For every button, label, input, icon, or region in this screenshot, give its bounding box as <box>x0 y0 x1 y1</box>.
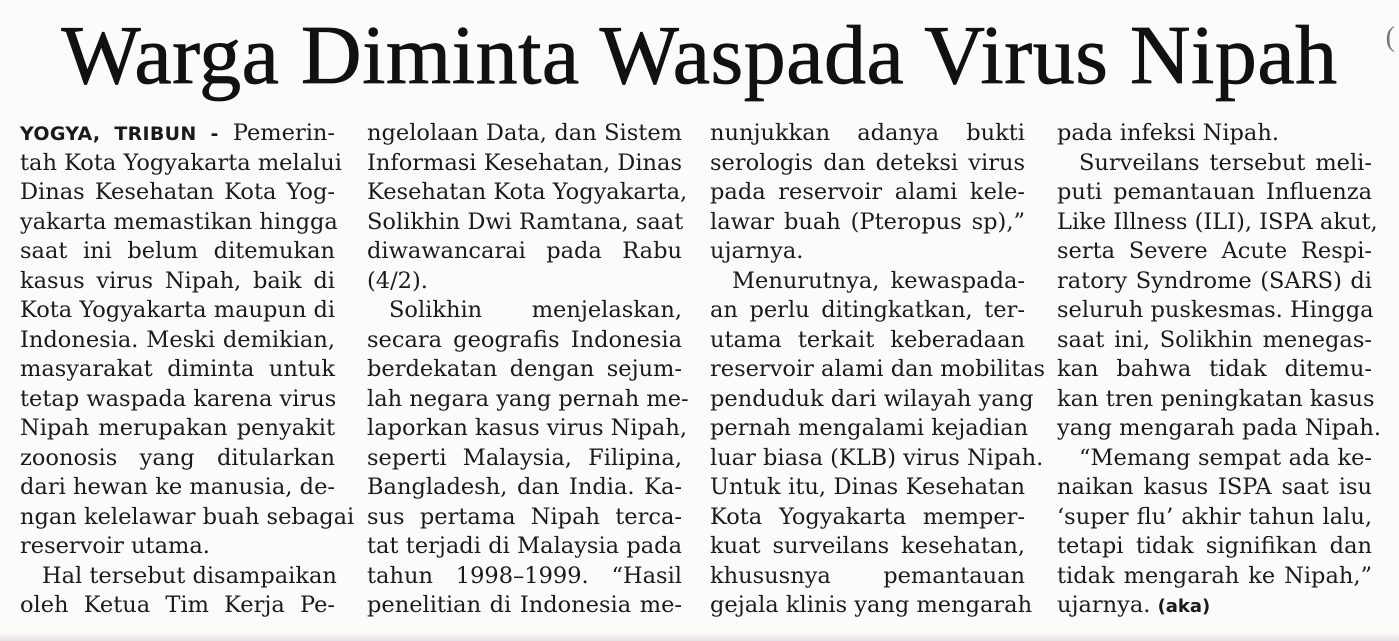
text-line: zoonosis yang ditularkan <box>20 444 335 471</box>
page-bottom-edge <box>0 633 1399 641</box>
article-column-3 <box>710 119 1046 621</box>
text-line: Untuk itu, Dinas Kesehatan <box>710 474 1025 500</box>
text-line: tah Kota Yogyakarta melalui <box>20 149 342 176</box>
text-line: pernah mengalami kejadian <box>710 415 1029 441</box>
margin-mark: ( <box>1385 22 1395 53</box>
text-line: kan bahwa tidak ditemu- <box>1057 356 1372 382</box>
text-line: nunjukkan adanya bukti <box>710 120 1025 146</box>
text-line: Dinas Kesehatan Kota Yog- <box>20 179 335 205</box>
text-line: Hal tersebut disampaikan <box>42 562 337 589</box>
text-line: kan tren peningkatan kasus <box>1057 385 1375 412</box>
text-line: saat ini, Solikhin menegas- <box>1057 326 1372 353</box>
text-line: diwawancarai pada Rabu <box>367 238 682 264</box>
text-line: yang mengarah pada Nipah. <box>1057 415 1382 441</box>
text-line: penelitian di Indonesia me- <box>367 592 682 618</box>
text-line: tetap waspada karena virus <box>20 385 337 412</box>
text-line: Kota Yogyakarta memper- <box>710 503 1025 530</box>
text-line: pada infeksi Nipah. <box>1057 120 1279 146</box>
text-line: reservoir alami dan mobilitas <box>710 356 1046 382</box>
text-fragment: Pemerin- <box>232 120 335 146</box>
text-fragment: ujarnya. <box>1057 592 1151 618</box>
article-column-1 <box>20 119 355 621</box>
text-line: utama terkait keberadaan <box>710 326 1025 353</box>
text-line: Indonesia. Meski demikian, <box>20 326 335 353</box>
article-headline: Warga Diminta Waspada Virus Nipah <box>61 9 1338 102</box>
text-line: tat terjadi di Malaysia pada <box>367 533 682 559</box>
text-line: tetapi tidak signifikan dan <box>1057 533 1372 559</box>
text-line: sus pertama Nipah terca- <box>367 503 682 530</box>
text-line: ratory Syndrome (SARS) di <box>1057 267 1372 294</box>
text-line: tidak mengarah ke Nipah,” <box>1057 562 1372 589</box>
author-signoff: (aka) <box>1157 596 1211 617</box>
text-line: Kota Yogyakarta maupun di <box>20 297 336 323</box>
text-line: khususnya pemantauan <box>710 562 1025 589</box>
text-line: seperti Malaysia, Filipina, <box>367 444 682 471</box>
text-line: serta Severe Acute Respi- <box>1057 238 1372 264</box>
text-line: lawar buah (Pteropus sp),” <box>710 208 1025 235</box>
text-line: puti pemantauan Influenza <box>1057 179 1372 205</box>
text-line: naikan kasus ISPA saat isu <box>1057 474 1372 500</box>
text-line: reservoir utama. <box>20 533 210 559</box>
text-line: an perlu ditingkatkan, ter- <box>710 297 1025 323</box>
text-line <box>20 119 335 149</box>
text-line: Kesehatan Kota Yogyakarta, <box>367 179 688 205</box>
text-line: ngelolaan Data, dan Sistem <box>367 120 682 146</box>
text-line: tahun 1998–1999. “Hasil <box>367 562 682 589</box>
text-line: penduduk dari wilayah yang <box>710 385 1034 412</box>
text-line: ujarnya. <box>710 238 804 264</box>
text-line: berdekatan dengan sejum- <box>367 356 682 382</box>
text-line: secara geografis Indonesia <box>367 326 682 353</box>
text-line: saat ini belum ditemukan <box>20 238 335 264</box>
text-line: Solikhin menjelaskan, <box>389 297 682 323</box>
text-line: laporkan kasus virus Nipah, <box>367 415 687 441</box>
text-line: dari hewan ke manusia, de- <box>20 474 335 500</box>
text-line: seluruh puskesmas. Hingga <box>1057 297 1374 323</box>
text-line: lah negara yang pernah me- <box>367 385 689 412</box>
text-line: gejala klinis yang mengarah <box>710 592 1033 618</box>
text-line: Bangladesh, dan India. Ka- <box>367 474 682 500</box>
text-line: Nipah merupakan penyakit <box>20 415 335 441</box>
text-line: ‘super flu’ akhir tahun lalu, <box>1057 503 1372 530</box>
text-line: Like Illness (ILI), ISPA akut, <box>1057 208 1378 235</box>
text-line: Solikhin Dwi Ramtana, saat <box>367 208 684 235</box>
text-line: masyarakat diminta untuk <box>20 356 335 382</box>
dateline: YOGYA, TRIBUN - <box>20 123 219 145</box>
text-line: kasus virus Nipah, baik di <box>20 267 335 294</box>
text-line: Informasi Kesehatan, Dinas <box>367 149 682 176</box>
text-line: ngan kelelawar buah sebagai <box>20 503 355 530</box>
text-line: yakarta memastikan hingga <box>20 208 338 235</box>
text-line: serologis dan deteksi virus <box>710 149 1025 176</box>
text-line: Surveilans tersebut meli- <box>1079 149 1372 176</box>
text-line: luar biasa (KLB) virus Nipah. <box>710 444 1044 471</box>
text-line: kuat surveilans kesehatan, <box>710 533 1025 559</box>
text-line: “Memang sempat ada ke- <box>1079 444 1372 471</box>
article-column-2 <box>367 119 689 621</box>
text-line: oleh Ketua Tim Kerja Pe- <box>20 592 335 618</box>
article-body <box>20 119 1382 619</box>
text-line: Menurutnya, kewaspada- <box>732 267 1025 294</box>
text-line: (4/2). <box>367 267 428 294</box>
text-line: pada reservoir alami kele- <box>710 179 1025 205</box>
article-column-4 <box>1057 119 1382 621</box>
text-line <box>1057 591 1372 621</box>
